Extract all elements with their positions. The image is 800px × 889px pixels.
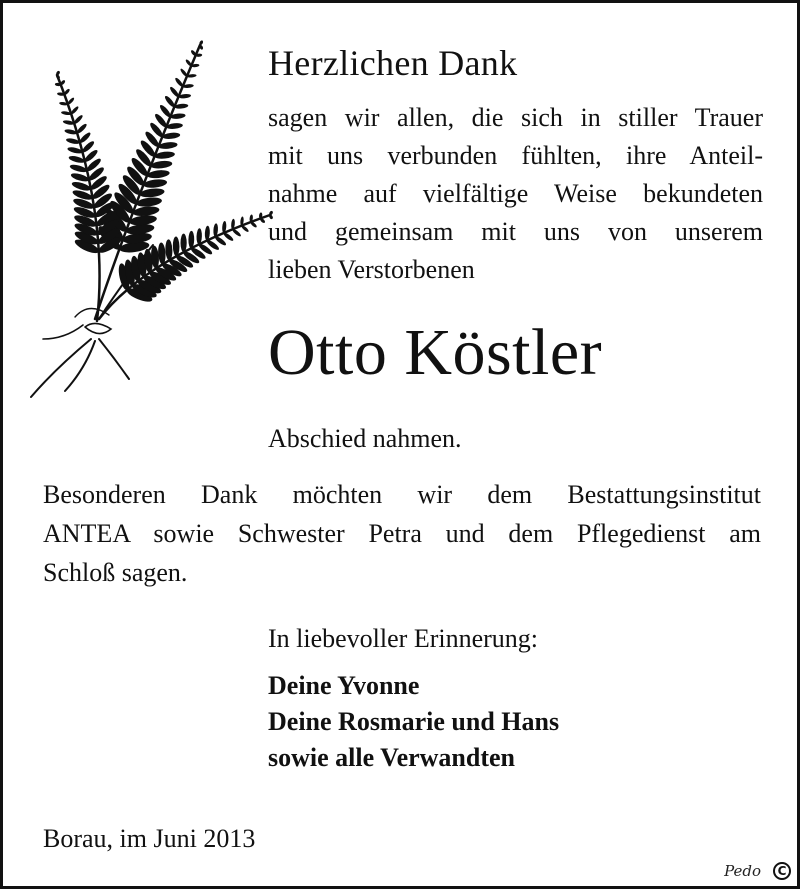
fern-leaflet (231, 228, 241, 238)
place-date: Borau, im Juni 2013 (43, 824, 256, 853)
fern-leaflet (188, 231, 194, 248)
signer: Deine Rosmarie und Hans (268, 707, 560, 736)
thanks-line: ANTEA sowie Schwester Petra und dem Pflegedienst am (43, 519, 761, 548)
intro-text (268, 99, 763, 289)
designer-credit: Pedo (724, 862, 761, 880)
farewell-text: Abschied nahmen. (268, 424, 462, 453)
intro-line: sagen wir allen, die sich in stiller Trauer (268, 103, 763, 132)
signer: sowie alle Verwandten (268, 743, 515, 772)
thanks-line: Besonderen Dank möchten wir dem Bestattungsinstitut (43, 480, 761, 509)
fern-leaflet (222, 231, 234, 242)
intro-line: nahme auf vielfältige Weise bekundeten (268, 179, 763, 208)
thanks-line: Schloß sagen. (43, 558, 188, 587)
fern-leaflet (169, 86, 180, 98)
deceased-name: Otto Köstler (268, 316, 603, 389)
fern-bouquet-icon (25, 39, 275, 399)
intro-line: lieben Verstorbenen (268, 255, 475, 284)
fern-leaflet (181, 234, 187, 253)
fern-leaflet (70, 105, 80, 115)
memory-line: In liebevoller Erinnerung: (268, 624, 539, 653)
signers (268, 668, 559, 776)
fern-leaflet (164, 95, 177, 109)
intro-line: und gemeinsam mit uns von unserem (268, 217, 763, 246)
fern-leaflet (78, 131, 92, 144)
fern-leaflet (173, 236, 180, 256)
special-thanks (43, 475, 761, 592)
intro-line: mit uns verbunden fühlten, ihre Anteil- (268, 141, 763, 170)
heading: Herzlichen Dank (268, 43, 518, 83)
fern-leaflet (165, 239, 173, 260)
fern-leaflet (174, 77, 184, 88)
signer: Deine Yvonne (268, 671, 420, 700)
copyright-icon: C (773, 862, 791, 880)
fern-leaflet (76, 123, 88, 135)
fern-leaflet (73, 114, 84, 125)
fern-leaflet (240, 224, 249, 232)
fern-leaflet (179, 68, 188, 78)
